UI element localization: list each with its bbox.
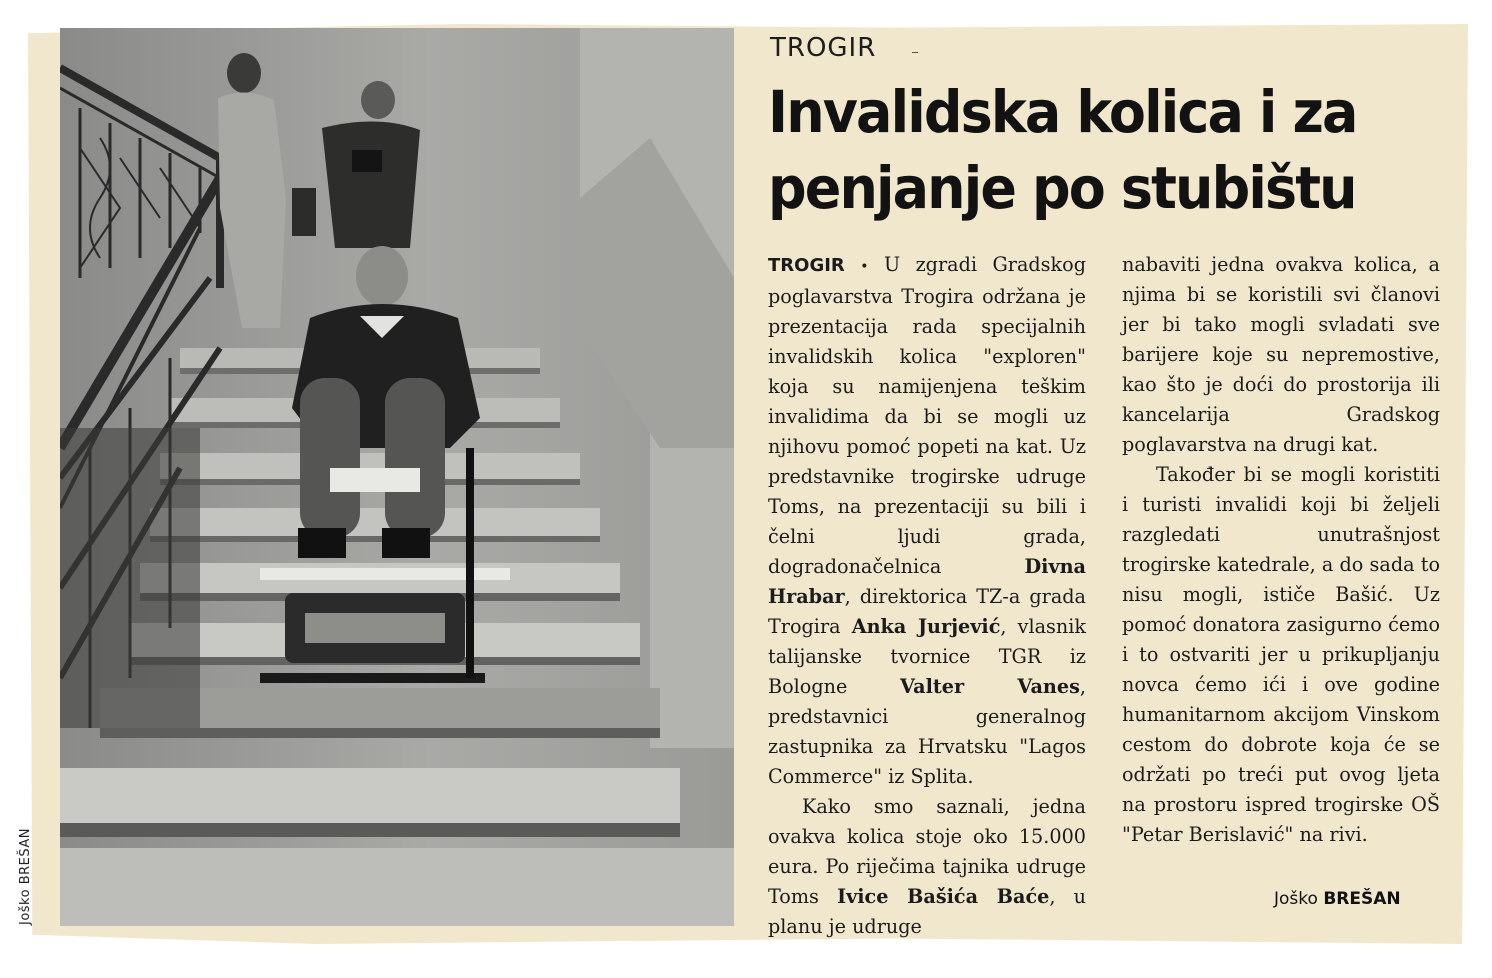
body-paragraph: Također bi se mogli koristiti i turisti invalidi koji bi željeli razgledati unutrašnjost trogirske katedrale, a do sada to nisu mogli, ističe Bašić. Uz pomoć donatora zasigurno ćemo i to ostvariti jer u prikupljanju novca ćemo ići i ove godine humanitarnom akcijom Vinskom cestom do dobrote koja će se održati po treći put ovog ljeta na prostoru ispred trogirske OŠ "Petar Berislavić" na rivi. <box>1122 463 1440 846</box>
dateline-bullet: • <box>860 259 869 275</box>
headline: Invalidska kolica i za penjanje po stubištu <box>768 78 1357 222</box>
body-text: Kako smo saznali, jedna ovakva kolica stoje oko 15.000 eura. Po riječima tajnika udruge Toms <box>768 795 1086 908</box>
article-column-1 <box>768 250 1086 942</box>
person-name: Valter Vanes <box>900 675 1080 698</box>
article-column-2 <box>1122 250 1440 850</box>
body-text: , direktorica TZ-a grada Trogira <box>768 585 1086 638</box>
person-name: Anka Jurjević <box>851 615 1001 638</box>
byline-first: Joško <box>1274 889 1318 909</box>
byline-last: BREŠAN <box>1323 889 1401 909</box>
body-paragraph: nabaviti jedna ovakva kolica, a njima bi se koristili svi članovi jer bi tako mogli svladati sve barijere koje su nepremostive, kao što je doći do prostorija ili kancelarija Gradskog poglavarstva na drugi kat. <box>1122 253 1440 456</box>
dateline: TROGIR <box>768 255 845 276</box>
byline <box>1274 889 1401 909</box>
body-text: , u planu je udruge <box>768 885 1087 938</box>
person-name: Ivice Bašića Baće <box>837 885 1050 908</box>
kicker: TROGIR <box>770 33 877 63</box>
person-name: Divna Hrabar <box>768 555 1086 608</box>
body-text: , vlasnik talijanske tvornice TGR iz Bologne <box>768 615 1086 698</box>
body-text: , predstavnici generalnog zastupnika za Hrvatsku "Lagos Commerce" iz Splita. <box>768 675 1086 788</box>
kicker-rule <box>912 52 918 53</box>
article-photo <box>60 28 734 926</box>
photo-credit: Joško BREŠAN <box>18 828 33 925</box>
body-text: U zgradi Gradskog poglavarstva Trogira održana je prezentacija rada specijalnih invalidskih kolica "exploren" koja su namijenjena teškim invalidima da bi se mogli uz njihovu pomoć popeti na kat. Uz predstavnike trogirske udruge Toms, na prezentaciji su bili i čelni ljudi grada, dogradonačelnica <box>768 253 1086 578</box>
